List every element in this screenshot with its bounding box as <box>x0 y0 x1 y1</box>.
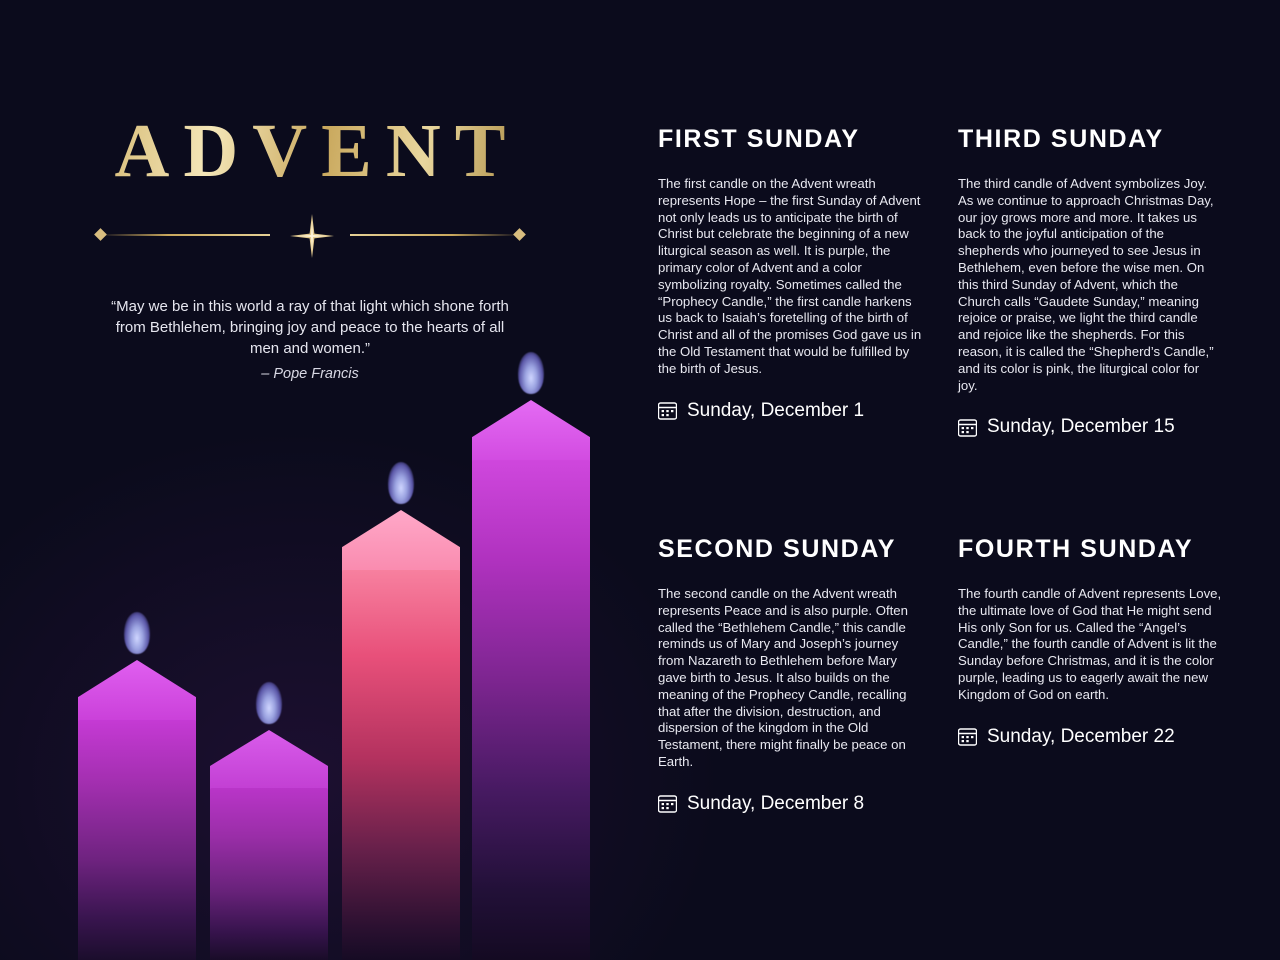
section-date-text: Sunday, December 8 <box>687 792 865 814</box>
quote-text: “May we be in this world a ray of that light which shone forth from Bethlehem, bringing joy and peace to the hearts of all men and women.” <box>111 298 509 357</box>
diamond-icon <box>513 228 526 241</box>
flame-icon <box>256 682 282 724</box>
candle-body <box>78 720 196 960</box>
candle-body <box>210 788 328 960</box>
section-date-text: Sunday, December 1 <box>687 399 865 421</box>
candle-tip <box>342 510 460 574</box>
candle-body <box>342 570 460 960</box>
ornamental-divider <box>100 218 520 252</box>
quote-author: – Pope Francis <box>261 366 359 382</box>
calendar-icon <box>658 401 677 420</box>
flame-icon <box>518 352 544 394</box>
section-date-text: Sunday, December 15 <box>987 416 1175 438</box>
section-date-text: Sunday, December 22 <box>987 725 1175 747</box>
section-third-sunday <box>958 125 1222 438</box>
divider-line-left <box>100 234 270 236</box>
section-body: The third candle of Advent symbolizes Joy. As we continue to approach Christmas Day, our joy grows more and more. It takes us back to the joyful anticipation of the shepherds who journeyed to see Jesus in Bethlehem, even before the wise men. On this third Sunday of Advent, which the Church calls “Gaudete Sunday,” meaning rejoice or praise, we light the third candle and rejoice like the shepherds. For this reason, it is called the “Shepherd’s Candle,” and its color is pink, the liturgical color for joy. <box>958 176 1214 393</box>
poster-right-panel <box>620 0 1280 960</box>
section-first-sunday <box>658 125 922 422</box>
section-date <box>658 400 922 422</box>
calendar-icon <box>658 794 677 813</box>
section-title: FOURTH SUNDAY <box>958 535 1194 563</box>
candle-tip <box>210 730 328 792</box>
candles-illustration <box>0 320 620 960</box>
section-body: The fourth candle of Advent represents Love, the ultimate love of God that He might send His only Son for us. Called the “Angel’s Candle,” the fourth candle of Advent is lit the Sunday before Christmas, and it is the color purple, leading us to eagerly await the new Kingdom of God on earth. <box>958 586 1222 702</box>
flame-icon <box>124 612 150 654</box>
section-date <box>958 416 1222 438</box>
candle-fourth <box>472 400 590 960</box>
poster-left-panel <box>0 0 620 960</box>
section-title: THIRD SUNDAY <box>958 125 1164 153</box>
four-point-star-icon <box>290 214 334 258</box>
section-fourth-sunday <box>958 535 1222 748</box>
divider-line-right <box>350 234 520 236</box>
diamond-icon <box>94 228 107 241</box>
section-body: The second candle on the Advent wreath represents Peace and is also purple. Often called the “Bethlehem Candle,” this candle reminds us of Mary and Joseph’s journey from Nazareth to Bethlehem before Mary gave birth to Jesus. It also builds on the meaning of the Prophecy Candle, recalling that after the division, destruction, and dispersion of the kingdom in the Old Testament, there might finally be peace on Earth. <box>658 586 908 769</box>
flame-icon <box>388 462 414 504</box>
section-date <box>658 793 922 815</box>
section-title: SECOND SUNDAY <box>658 535 896 563</box>
candle-body <box>472 460 590 960</box>
candle-second <box>210 730 328 960</box>
candle-third <box>342 510 460 960</box>
page-title: ADVENT <box>0 108 620 195</box>
candle-tip <box>472 400 590 464</box>
section-body: The first candle on the Advent wreath represents Hope – the first Sunday of Advent not only leads us to anticipate the birth of Christ but celebrate the beginning of a new liturgical season as well. It is purple, the primary color of Advent and a color symbolizing royalty. Sometimes called the “Prophecy Candle,” the first candle harkens us back to Isaiah’s foretelling of the birth of Christ and all of the promises God gave us in the Old Testament that would be fulfilled by the birth of Jesus. <box>658 176 922 376</box>
candle-tip <box>78 660 196 724</box>
calendar-icon <box>958 727 977 746</box>
calendar-icon <box>958 418 977 437</box>
candle-first <box>78 660 196 960</box>
section-title: FIRST SUNDAY <box>658 125 860 153</box>
section-second-sunday <box>658 535 922 815</box>
section-date <box>958 726 1222 748</box>
